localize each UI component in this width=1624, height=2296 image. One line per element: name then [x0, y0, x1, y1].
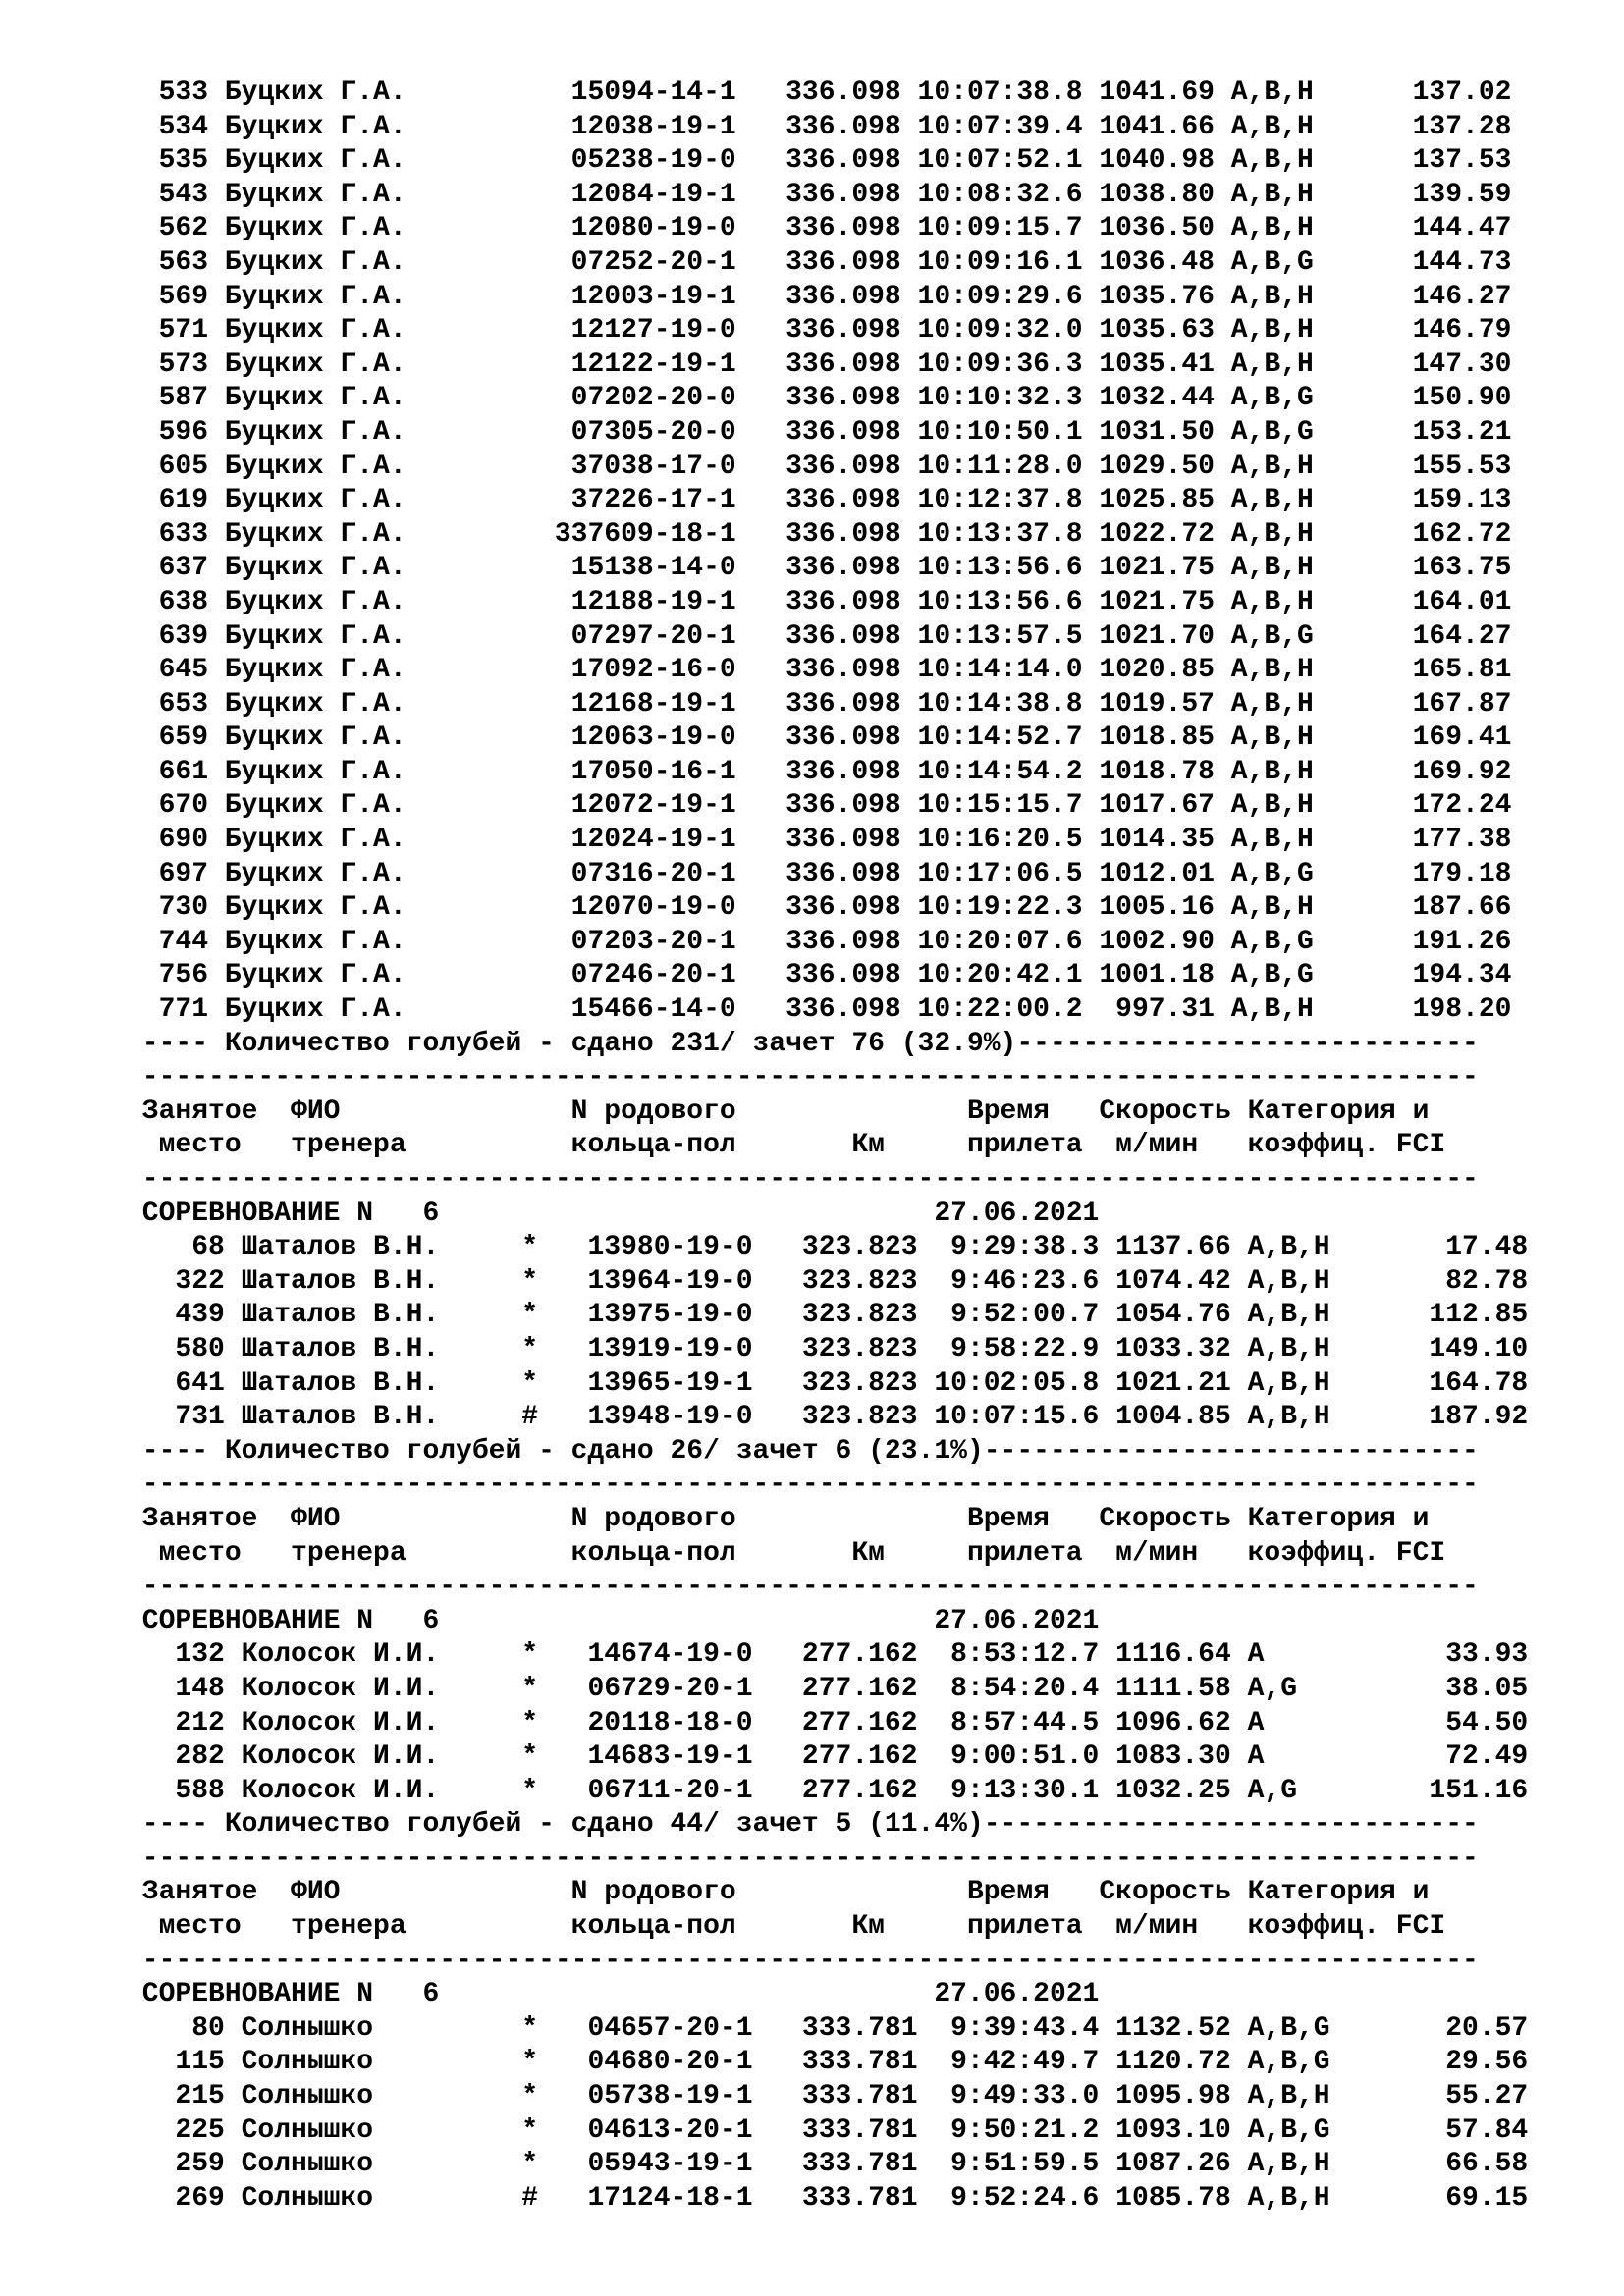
text-line: СОРЕВНОВАНИЕ N 6 27.06.2021 — [126, 1605, 1100, 1636]
text-line: 80 Солнышко * 04657-20-1 333.781 9:39:43.4 1132.52 A,B,G 20.57 — [126, 2012, 1529, 2044]
text-line: 771 Буцких Г.А. 15466-14-0 336.098 10:22:00.2 997.31 A,B,H 198.20 — [126, 994, 1512, 1026]
text-line: 569 Буцких Г.А. 12003-19-1 336.098 10:09:29.6 1035.76 A,B,H 146.27 — [126, 281, 1512, 312]
text-line: 638 Буцких Г.А. 12188-19-1 336.098 10:13:56.6 1021.75 A,B,H 164.01 — [126, 586, 1512, 617]
text-line: место тренера кольца-пол Км прилета м/мин коэффиц. FCI — [126, 1911, 1446, 1943]
text-line: место тренера кольца-пол Км прилета м/мин коэффиц. FCI — [126, 1537, 1446, 1569]
text-line: ---- Количество голубей - сдано 44/ зачет 5 (11.4%)------------------------------ — [126, 1809, 1479, 1841]
text-line: 587 Буцких Г.А. 07202-20-0 336.098 10:10:32.3 1032.44 A,B,G 150.90 — [126, 383, 1512, 414]
text-line: 661 Буцких Г.А. 17050-16-1 336.098 10:14:54.2 1018.78 A,B,H 169.92 — [126, 756, 1512, 787]
text-line: 225 Солнышко * 04613-20-1 333.781 9:50:21.2 1093.10 A,B,G 57.84 — [126, 2114, 1529, 2146]
text-line: 282 Колосок И.И. * 14683-19-1 277.162 9:00:51.0 1083.30 A 72.49 — [126, 1741, 1529, 1773]
text-line: 212 Колосок И.И. * 20118-18-0 277.162 8:57:44.5 1096.62 A 54.50 — [126, 1707, 1529, 1738]
text-line: --------------------------------------------------------------------------------- — [126, 1164, 1479, 1195]
text-line: 596 Буцких Г.А. 07305-20-0 336.098 10:10:50.1 1031.50 A,B,G 153.21 — [126, 416, 1512, 448]
text-line: --------------------------------------------------------------------------------- — [126, 1945, 1479, 1976]
text-line: 533 Буцких Г.А. 15094-14-1 336.098 10:07:38.8 1041.69 A,B,H 137.02 — [126, 78, 1512, 108]
text-line: 68 Шаталов В.Н. * 13980-19-0 323.823 9:29:38.3 1137.66 A,B,H 17.48 — [126, 1232, 1529, 1263]
text-line: 619 Буцких Г.А. 37226-17-1 336.098 10:12:37.8 1025.85 A,B,H 159.13 — [126, 485, 1512, 516]
text-line: 588 Колосок И.И. * 06711-20-1 277.162 9:13:30.1 1032.25 A,G 151.16 — [126, 1775, 1529, 1806]
text-line: 633 Буцких Г.А. 337609-18-1 336.098 10:13:37.8 1022.72 A,B,H 162.72 — [126, 518, 1512, 550]
text-line: 563 Буцких Г.А. 07252-20-1 336.098 10:09:16.1 1036.48 A,B,G 144.73 — [126, 246, 1512, 278]
text-line: Занятое ФИО N родового Время Скорость Категория и — [126, 1503, 1430, 1534]
text-line: 690 Буцких Г.А. 12024-19-1 336.098 10:16:20.5 1014.35 A,B,H 177.38 — [126, 825, 1512, 856]
text-line: Занятое ФИО N родового Время Скорость Категория и — [126, 1095, 1430, 1127]
text-line: 259 Солнышко * 05943-19-1 333.781 9:51:59.5 1087.26 A,B,H 66.58 — [126, 2149, 1529, 2180]
text-line: 269 Солнышко # 17124-18-1 333.781 9:52:24.6 1085.78 A,B,H 69.15 — [126, 2182, 1529, 2214]
text-line: --------------------------------------------------------------------------------- — [126, 1572, 1479, 1603]
text-line: 645 Буцких Г.А. 17092-16-0 336.098 10:14:14.0 1020.85 A,B,H 165.81 — [126, 655, 1512, 686]
text-line: 670 Буцких Г.А. 12072-19-1 336.098 10:15:15.7 1017.67 A,B,H 172.24 — [126, 790, 1512, 822]
text-line: СОРЕВНОВАНИЕ N 6 27.06.2021 — [126, 1979, 1100, 2010]
text-line: 659 Буцких Г.А. 12063-19-0 336.098 10:14:52.7 1018.85 A,B,H 169.41 — [126, 722, 1512, 754]
text-line: 535 Буцких Г.А. 05238-19-0 336.098 10:07:52.1 1040.98 A,B,H 137.53 — [126, 145, 1512, 177]
text-line: ---- Количество голубей - сдано 26/ зачет 6 (23.1%)------------------------------ — [126, 1435, 1479, 1467]
text-line: 132 Колосок И.И. * 14674-19-0 277.162 8:53:12.7 1116.64 A 33.93 — [126, 1639, 1529, 1671]
text-line: --------------------------------------------------------------------------------- — [126, 1842, 1479, 1874]
text-line: 562 Буцких Г.А. 12080-19-0 336.098 10:09:15.7 1036.50 A,B,H 144.47 — [126, 213, 1512, 244]
results-printout — [126, 77, 1528, 2216]
text-line: 730 Буцких Г.А. 12070-19-0 336.098 10:19:22.3 1005.16 A,B,H 187.66 — [126, 892, 1512, 924]
text-line: 697 Буцких Г.А. 07316-20-1 336.098 10:17:06.5 1012.01 A,B,G 179.18 — [126, 858, 1512, 889]
text-line: 756 Буцких Г.А. 07246-20-1 336.098 10:20:42.1 1001.18 A,B,G 194.34 — [126, 960, 1512, 991]
text-line: СОРЕВНОВАНИЕ N 6 27.06.2021 — [126, 1198, 1100, 1229]
text-line: 653 Буцких Г.А. 12168-19-1 336.098 10:14:38.8 1019.57 A,B,H 167.87 — [126, 688, 1512, 720]
text-line: 322 Шаталов В.Н. * 13964-19-0 323.823 9:46:23.6 1074.42 A,B,H 82.78 — [126, 1265, 1529, 1297]
text-line: ---- Количество голубей - сдано 231/ зачет 76 (32.9%)---------------------------- — [126, 1028, 1479, 1059]
text-line: 439 Шаталов В.Н. * 13975-19-0 323.823 9:52:00.7 1054.76 A,B,H 112.85 — [126, 1300, 1529, 1331]
text-line: 148 Колосок И.И. * 06729-20-1 277.162 8:54:20.4 1111.58 A,G 38.05 — [126, 1673, 1529, 1704]
text-line: --------------------------------------------------------------------------------- — [126, 1062, 1479, 1094]
text-line: 641 Шаталов В.Н. * 13965-19-1 323.823 10:02:05.8 1021.21 A,B,H 164.78 — [126, 1367, 1529, 1399]
text-line: Занятое ФИО N родового Время Скорость Категория и — [126, 1877, 1430, 1908]
text-line: 115 Солнышко * 04680-20-1 333.781 9:42:49.7 1120.72 A,B,G 29.56 — [126, 2047, 1529, 2078]
text-line: 744 Буцких Г.А. 07203-20-1 336.098 10:20:07.6 1002.90 A,B,G 191.26 — [126, 926, 1512, 957]
text-line: 571 Буцких Г.А. 12127-19-0 336.098 10:09:32.0 1035.63 A,B,H 146.79 — [126, 315, 1512, 347]
text-line: 639 Буцких Г.А. 07297-20-1 336.098 10:13:57.5 1021.70 A,B,G 164.27 — [126, 620, 1512, 652]
text-line: место тренера кольца-пол Км прилета м/мин коэффиц. FCI — [126, 1130, 1446, 1161]
text-line: 534 Буцких Г.А. 12038-19-1 336.098 10:07:39.4 1041.66 A,B,H 137.28 — [126, 111, 1512, 142]
text-line: 215 Солнышко * 05738-19-1 333.781 9:49:33.0 1095.98 A,B,H 55.27 — [126, 2081, 1529, 2112]
text-line: 637 Буцких Г.А. 15138-14-0 336.098 10:13:56.6 1021.75 A,B,H 163.75 — [126, 553, 1512, 584]
text-line: 573 Буцких Г.А. 12122-19-1 336.098 10:09:36.3 1035.41 A,B,H 147.30 — [126, 348, 1512, 380]
text-line: 543 Буцких Г.А. 12084-19-1 336.098 10:08:32.6 1038.80 A,B,H 139.59 — [126, 179, 1512, 210]
text-line: 580 Шаталов В.Н. * 13919-19-0 323.823 9:58:22.9 1033.32 A,B,H 149.10 — [126, 1333, 1529, 1364]
text-line: --------------------------------------------------------------------------------- — [126, 1469, 1479, 1501]
text-line: 605 Буцких Г.А. 37038-17-0 336.098 10:11:28.0 1029.50 A,B,H 155.53 — [126, 451, 1512, 482]
text-line: 731 Шаталов В.Н. # 13948-19-0 323.823 10:07:15.6 1004.85 A,B,H 187.92 — [126, 1402, 1529, 1433]
